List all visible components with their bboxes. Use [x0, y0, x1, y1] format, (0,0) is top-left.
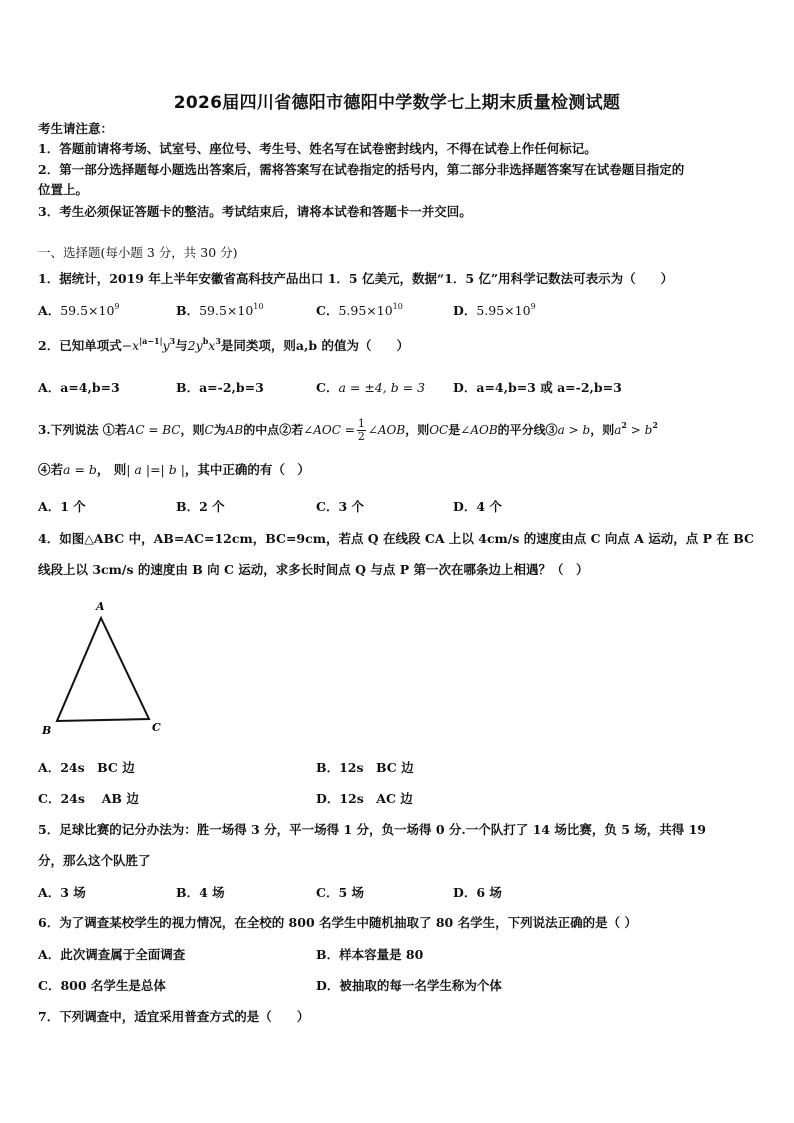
notice-item-2-cont: 位置上。	[38, 182, 89, 197]
notice-item-2: 2．第一部分选择题每小题选出答案后，需将答案写在试卷指定的括号内，第二部分非选择题答案写在试卷题目指定的	[38, 162, 685, 177]
fraction-one-half: $\frac{1}{2}$	[357, 417, 365, 443]
q5-option-c: C．5 场	[316, 885, 364, 900]
q4-option-b: B．12s BC 边	[316, 760, 414, 775]
question-5-line-1: 5．足球比赛的记分办法为：胜一场得 3 分，平一场得 1 分，负一场得 0 分.一个队打了 14 场比赛，负 5 场，共得 19	[38, 822, 707, 837]
triangle-shape	[57, 618, 149, 721]
q4-option-a: A．24s BC 边	[38, 760, 135, 775]
q2-option-d: D．a=4,b=3 或 a=-2,b=3	[453, 380, 622, 395]
triangle-abc-figure	[36, 598, 176, 743]
q1-option-b: B．$59.5\times 10^{10}$	[176, 302, 264, 318]
vertex-label-a: A	[96, 600, 105, 613]
q4-option-c: C．24s AB 边	[38, 791, 139, 806]
notice-item-3: 3．考生必须保证答题卡的整洁。考试结束后，请将本试卷和答题卡一并交回。	[38, 204, 472, 219]
vertex-label-b: B	[42, 724, 52, 737]
question-5-line-2: 分，那么这个队胜了	[38, 853, 151, 868]
q5-option-a: A．3 场	[38, 885, 86, 900]
question-4-line-2: 线段上以 3cm/s 的速度由 B 向 C 运动，求多长时间点 Q 与点 P 第一次在哪条边上相遇？（ ）	[38, 562, 589, 577]
q2-option-c: C．a = ±4, b = 3	[316, 380, 426, 395]
question-6-stem: 6．为了调查某校学生的视力情况，在全校的 800 名学生中随机抽取了 80 名学生，下列说法正确的是（ ）	[38, 915, 637, 930]
q3-option-b: B．2 个	[176, 499, 225, 514]
question-7-stem: 7．下列调查中，适宜采用普查方式的是（ ）	[38, 1009, 310, 1024]
q3-option-d: D．4 个	[453, 499, 502, 514]
q5-option-b: B．4 场	[176, 885, 225, 900]
question-3-line-2: ④若a = b， 则| a |=| b |，其中正确的有（ ）	[38, 462, 310, 477]
q2-option-a: A．a=4,b=3	[38, 380, 120, 395]
section-heading: 一、选择题(每小题 3 分，共 30 分)	[38, 245, 238, 260]
question-3-stem: 3.下列说法 ①若AC = BC，则C为AB的中点②若∠AOC = $\frac{1}{2}$ ∠AOB，则OC是∠AOB的平分线③a > b，则$a^2 > b^2$	[38, 417, 658, 443]
q1-option-a: A．$59.5\times 10^9$	[38, 302, 120, 318]
q5-option-d: D．6 场	[453, 885, 502, 900]
question-2-stem: 2．已知单项式$-x^{|a-1|}y^3$与$2y^bx^3$是同类项，则a,b 的值为（ ）	[38, 336, 409, 353]
q3-option-c: C．3 个	[316, 499, 364, 514]
notice-item-1: 1．答题前请将考场、试室号、座位号、考生号、姓名写在试卷密封线内，不得在试卷上作任何标记。	[38, 141, 597, 156]
q3-option-a: A．1 个	[38, 499, 86, 514]
notice-heading: 考生请注意：	[38, 121, 114, 136]
q1-option-c: C．$5.95\times 10^{10}$	[316, 302, 403, 318]
question-1-stem: 1．据统计，2019 年上半年安徽省高科技产品出口 1．5 亿美元，数据“1．5 亿”用科学记数法可表示为（ ）	[38, 271, 674, 286]
q2-option-b: B．a=-2,b=3	[176, 380, 264, 395]
page-title: 2026届四川省德阳市德阳中学数学七上期末质量检测试题	[173, 93, 621, 113]
vertex-label-c: C	[152, 721, 161, 734]
q6-option-a: A．此次调查属于全面调查	[38, 947, 186, 962]
q1-option-d: D．$5.95\times 10^9$	[453, 302, 536, 318]
q6-option-c: C．800 名学生是总体	[38, 978, 166, 993]
q6-option-d: D．被抽取的每一名学生称为个体	[316, 978, 502, 993]
question-4-line-1: 4．如图△ABC 中，AB=AC=12cm，BC=9cm，若点 Q 在线段 CA 上以 4cm/s 的速度由点 C 向点 A 运动，点 P 在 BC	[38, 531, 754, 546]
q6-option-b: B．样本容量是 80	[316, 947, 424, 962]
q4-option-d: D．12s AC 边	[316, 791, 413, 806]
